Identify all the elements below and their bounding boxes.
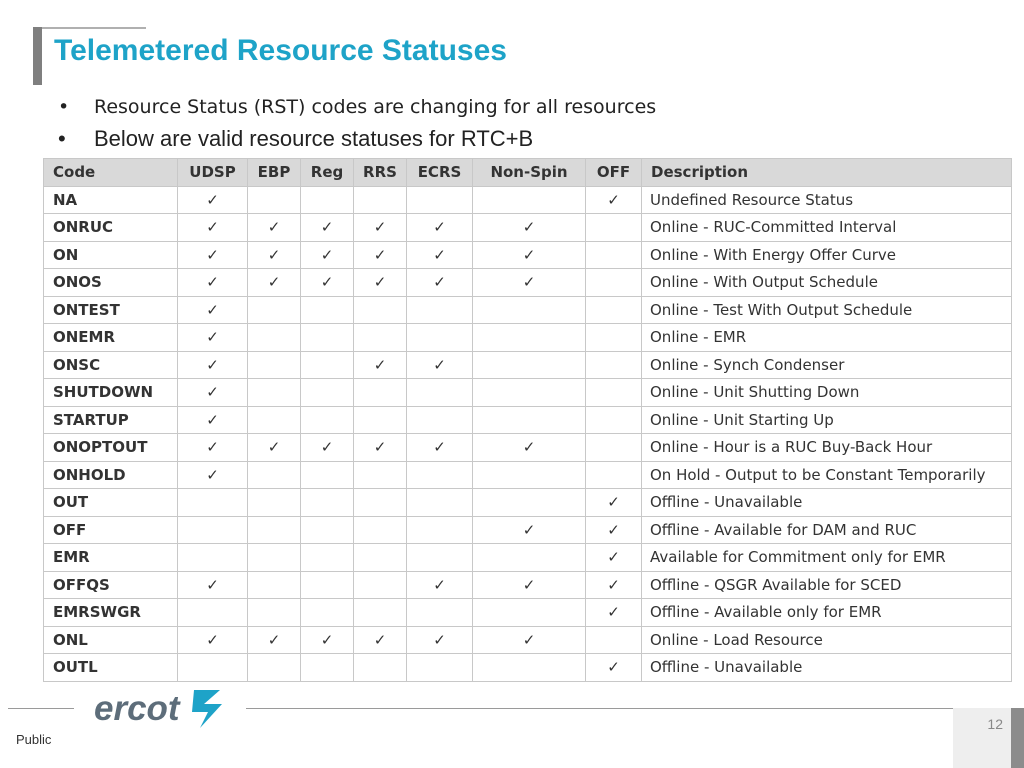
check-mark-cell: ✓	[407, 434, 473, 462]
empty-cell	[473, 489, 586, 517]
empty-cell	[407, 599, 473, 627]
table-row	[44, 406, 1012, 434]
empty-cell	[301, 379, 354, 407]
empty-cell	[301, 406, 354, 434]
empty-cell	[407, 544, 473, 572]
check-mark-cell: ✓	[301, 626, 354, 654]
empty-cell	[407, 296, 473, 324]
status-code-cell: NA	[44, 186, 178, 214]
check-mark-cell: ✓	[586, 654, 642, 682]
status-code-cell: STARTUP	[44, 406, 178, 434]
empty-cell	[178, 489, 248, 517]
empty-cell	[407, 461, 473, 489]
column-header-off: OFF	[586, 159, 642, 187]
table-row	[44, 599, 1012, 627]
table-row	[44, 571, 1012, 599]
check-mark-cell: ✓	[178, 296, 248, 324]
check-mark-cell: ✓	[301, 214, 354, 242]
check-mark-cell: ✓	[178, 351, 248, 379]
check-mark-cell: ✓	[178, 324, 248, 352]
empty-cell	[301, 186, 354, 214]
empty-cell	[407, 489, 473, 517]
empty-cell	[407, 379, 473, 407]
empty-cell	[248, 461, 301, 489]
bullet-item: • Below are valid resource statuses for RTC+B	[58, 123, 656, 155]
status-description-cell: Online - Test With Output Schedule	[642, 296, 1012, 324]
empty-cell	[407, 406, 473, 434]
check-mark-cell: ✓	[178, 186, 248, 214]
check-mark-cell: ✓	[178, 379, 248, 407]
column-header-non-spin: Non-Spin	[473, 159, 586, 187]
empty-cell	[248, 379, 301, 407]
status-code-cell: ON	[44, 241, 178, 269]
check-mark-cell: ✓	[354, 241, 407, 269]
check-mark-cell: ✓	[407, 241, 473, 269]
check-mark-cell: ✓	[586, 516, 642, 544]
check-mark-cell: ✓	[301, 434, 354, 462]
status-code-cell: SHUTDOWN	[44, 379, 178, 407]
check-mark-cell: ✓	[473, 214, 586, 242]
status-code-cell: OFF	[44, 516, 178, 544]
table-row	[44, 626, 1012, 654]
status-description-cell: Online - Hour is a RUC Buy-Back Hour	[642, 434, 1012, 462]
empty-cell	[586, 269, 642, 297]
status-code-cell: ONRUC	[44, 214, 178, 242]
empty-cell	[178, 516, 248, 544]
empty-cell	[301, 461, 354, 489]
check-mark-cell: ✓	[178, 241, 248, 269]
status-description-cell: Available for Commitment only for EMR	[642, 544, 1012, 572]
empty-cell	[473, 461, 586, 489]
empty-cell	[248, 571, 301, 599]
check-mark-cell: ✓	[473, 516, 586, 544]
empty-cell	[301, 654, 354, 682]
check-mark-cell: ✓	[178, 571, 248, 599]
empty-cell	[586, 241, 642, 269]
status-code-cell: ONOPTOUT	[44, 434, 178, 462]
check-mark-cell: ✓	[354, 351, 407, 379]
status-description-cell: Online - RUC-Committed Interval	[642, 214, 1012, 242]
empty-cell	[354, 516, 407, 544]
empty-cell	[354, 296, 407, 324]
column-header-ebp: EBP	[248, 159, 301, 187]
empty-cell	[248, 406, 301, 434]
empty-cell	[301, 571, 354, 599]
check-mark-cell: ✓	[354, 269, 407, 297]
status-code-cell: ONL	[44, 626, 178, 654]
check-mark-cell: ✓	[178, 214, 248, 242]
table-row	[44, 654, 1012, 682]
logo-bolt-icon	[192, 690, 222, 728]
check-mark-cell: ✓	[473, 241, 586, 269]
status-code-cell: OUT	[44, 489, 178, 517]
slide-title: Telemetered Resource Statuses	[54, 34, 507, 67]
empty-cell	[586, 379, 642, 407]
status-code-cell: EMRSWGR	[44, 599, 178, 627]
empty-cell	[248, 544, 301, 572]
empty-cell	[248, 296, 301, 324]
status-description-cell: Offline - QSGR Available for SCED	[642, 571, 1012, 599]
status-description-cell: Online - Load Resource	[642, 626, 1012, 654]
empty-cell	[473, 379, 586, 407]
empty-cell	[354, 406, 407, 434]
status-description-cell: Online - With Energy Offer Curve	[642, 241, 1012, 269]
check-mark-cell: ✓	[248, 626, 301, 654]
title-accent-bar	[33, 27, 42, 85]
page-number: 12	[987, 716, 1003, 732]
check-mark-cell: ✓	[407, 351, 473, 379]
column-header-reg: Reg	[301, 159, 354, 187]
status-code-cell: ONTEST	[44, 296, 178, 324]
status-code-cell: ONEMR	[44, 324, 178, 352]
classification-label: Public	[16, 732, 52, 747]
empty-cell	[354, 489, 407, 517]
empty-cell	[586, 461, 642, 489]
table-row	[44, 434, 1012, 462]
table-row	[44, 544, 1012, 572]
check-mark-cell: ✓	[354, 214, 407, 242]
table-row	[44, 351, 1012, 379]
empty-cell	[586, 434, 642, 462]
check-mark-cell: ✓	[407, 571, 473, 599]
empty-cell	[586, 351, 642, 379]
check-mark-cell: ✓	[473, 269, 586, 297]
empty-cell	[178, 654, 248, 682]
empty-cell	[178, 599, 248, 627]
empty-cell	[586, 324, 642, 352]
resource-status-table	[43, 158, 1012, 682]
empty-cell	[586, 406, 642, 434]
check-mark-cell: ✓	[473, 434, 586, 462]
empty-cell	[301, 599, 354, 627]
empty-cell	[178, 544, 248, 572]
empty-cell	[473, 351, 586, 379]
status-code-cell: ONOS	[44, 269, 178, 297]
table-row	[44, 324, 1012, 352]
table-row	[44, 241, 1012, 269]
footer-rule-left	[8, 708, 74, 709]
empty-cell	[586, 626, 642, 654]
check-mark-cell: ✓	[586, 571, 642, 599]
check-mark-cell: ✓	[248, 434, 301, 462]
empty-cell	[248, 324, 301, 352]
empty-cell	[301, 489, 354, 517]
footer-rule-right	[246, 708, 1008, 709]
empty-cell	[248, 654, 301, 682]
check-mark-cell: ✓	[473, 571, 586, 599]
check-mark-cell: ✓	[301, 241, 354, 269]
empty-cell	[301, 544, 354, 572]
check-mark-cell: ✓	[248, 214, 301, 242]
empty-cell	[586, 296, 642, 324]
status-code-cell: ONSC	[44, 351, 178, 379]
empty-cell	[473, 324, 586, 352]
bullet-item: • Resource Status (RST) codes are changing for all resources	[58, 93, 656, 123]
check-mark-cell: ✓	[407, 269, 473, 297]
status-description-cell: On Hold - Output to be Constant Temporarily	[642, 461, 1012, 489]
empty-cell	[354, 324, 407, 352]
empty-cell	[354, 379, 407, 407]
table-row	[44, 296, 1012, 324]
empty-cell	[473, 186, 586, 214]
check-mark-cell: ✓	[407, 214, 473, 242]
status-description-cell: Offline - Available only for EMR	[642, 599, 1012, 627]
table-header-row	[44, 159, 1012, 187]
empty-cell	[248, 186, 301, 214]
status-code-cell: OUTL	[44, 654, 178, 682]
empty-cell	[586, 214, 642, 242]
status-description-cell: Undefined Resource Status	[642, 186, 1012, 214]
empty-cell	[407, 654, 473, 682]
empty-cell	[354, 461, 407, 489]
check-mark-cell: ✓	[473, 626, 586, 654]
column-header-rrs: RRS	[354, 159, 407, 187]
empty-cell	[473, 599, 586, 627]
check-mark-cell: ✓	[354, 434, 407, 462]
status-description-cell: Online - With Output Schedule	[642, 269, 1012, 297]
status-code-cell: EMR	[44, 544, 178, 572]
check-mark-cell: ✓	[178, 434, 248, 462]
empty-cell	[407, 186, 473, 214]
empty-cell	[248, 351, 301, 379]
column-header-ecrs: ECRS	[407, 159, 473, 187]
table-row	[44, 186, 1012, 214]
empty-cell	[354, 654, 407, 682]
table-body	[44, 186, 1012, 681]
check-mark-cell: ✓	[586, 489, 642, 517]
bullet-list	[58, 93, 656, 155]
status-description-cell: Online - Unit Shutting Down	[642, 379, 1012, 407]
empty-cell	[473, 544, 586, 572]
column-header-description: Description	[642, 159, 1012, 187]
check-mark-cell: ✓	[178, 626, 248, 654]
empty-cell	[248, 516, 301, 544]
empty-cell	[301, 324, 354, 352]
empty-cell	[473, 296, 586, 324]
empty-cell	[354, 599, 407, 627]
check-mark-cell: ✓	[586, 599, 642, 627]
column-header-code: Code	[44, 159, 178, 187]
empty-cell	[301, 296, 354, 324]
empty-cell	[248, 599, 301, 627]
status-code-cell: OFFQS	[44, 571, 178, 599]
status-code-cell: ONHOLD	[44, 461, 178, 489]
empty-cell	[407, 324, 473, 352]
empty-cell	[473, 654, 586, 682]
status-description-cell: Offline - Available for DAM and RUC	[642, 516, 1012, 544]
table-row	[44, 489, 1012, 517]
status-description-cell: Offline - Unavailable	[642, 654, 1012, 682]
status-description-cell: Online - EMR	[642, 324, 1012, 352]
check-mark-cell: ✓	[248, 241, 301, 269]
status-description-cell: Offline - Unavailable	[642, 489, 1012, 517]
table-row	[44, 269, 1012, 297]
check-mark-cell: ✓	[586, 186, 642, 214]
check-mark-cell: ✓	[178, 406, 248, 434]
title-top-rule	[38, 27, 146, 29]
column-header-udsp: UDSP	[178, 159, 248, 187]
check-mark-cell: ✓	[178, 461, 248, 489]
page-edge-bar	[1011, 708, 1024, 768]
empty-cell	[301, 351, 354, 379]
table-row	[44, 214, 1012, 242]
empty-cell	[301, 516, 354, 544]
ercot-logo	[94, 684, 228, 732]
check-mark-cell: ✓	[248, 269, 301, 297]
check-mark-cell: ✓	[301, 269, 354, 297]
status-description-cell: Online - Unit Starting Up	[642, 406, 1012, 434]
empty-cell	[354, 186, 407, 214]
empty-cell	[407, 516, 473, 544]
empty-cell	[354, 544, 407, 572]
empty-cell	[354, 571, 407, 599]
check-mark-cell: ✓	[407, 626, 473, 654]
check-mark-cell: ✓	[586, 544, 642, 572]
logo-wordmark: ercot	[94, 689, 180, 728]
table-row	[44, 516, 1012, 544]
table-row	[44, 379, 1012, 407]
empty-cell	[473, 406, 586, 434]
status-description-cell: Online - Synch Condenser	[642, 351, 1012, 379]
table-row	[44, 461, 1012, 489]
empty-cell	[248, 489, 301, 517]
check-mark-cell: ✓	[354, 626, 407, 654]
check-mark-cell: ✓	[178, 269, 248, 297]
